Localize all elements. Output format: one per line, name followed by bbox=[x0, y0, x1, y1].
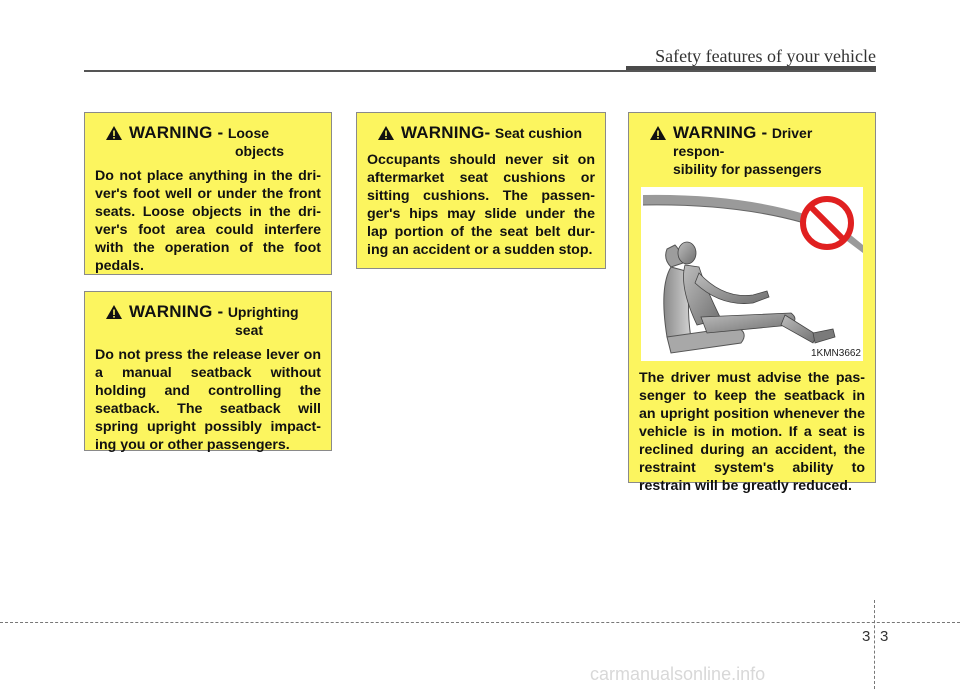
reclined-passenger-illustration bbox=[641, 187, 863, 361]
page-divider bbox=[874, 600, 875, 689]
warning-subject-cont: sibility for passengers bbox=[673, 161, 822, 177]
warning-box-seat-cushion bbox=[356, 112, 606, 269]
footer-rule bbox=[0, 622, 960, 623]
warning-subject: Loose bbox=[227, 125, 270, 141]
warning-heading bbox=[105, 123, 321, 159]
image-code: 1KMN3662 bbox=[810, 348, 861, 359]
chapter-number: 3 bbox=[862, 628, 871, 645]
warning-triangle-icon bbox=[649, 125, 667, 141]
warning-label: WARNING- bbox=[401, 123, 491, 142]
warning-box-loose-objects bbox=[84, 112, 332, 275]
warning-triangle-icon bbox=[377, 125, 395, 141]
warning-heading bbox=[649, 123, 865, 177]
warning-triangle-icon bbox=[105, 125, 123, 141]
reclined-passenger-drawing bbox=[641, 187, 863, 361]
page-number: 3 bbox=[880, 628, 889, 645]
warning-body: Do not place anything in the dri-ver's foot well or under the front seats. Loose objects in the dri-ver's foot area could interfere with the operation of the foot pedals. bbox=[95, 168, 321, 274]
warning-body: Do not press the release lever on a manual seatback without holding and controlling the seatback. The seatback will spring upright possibly impact-ing you or other passengers. bbox=[95, 347, 321, 453]
warning-triangle-icon bbox=[105, 304, 123, 320]
warning-subject: Uprighting bbox=[227, 304, 299, 320]
warning-label: WARNING - bbox=[129, 123, 224, 142]
warning-heading bbox=[377, 123, 595, 143]
header-title: Safety features of your vehicle bbox=[655, 46, 876, 66]
warning-subject-cont: objects bbox=[235, 143, 285, 159]
warning-subject: Driver respon- bbox=[673, 125, 813, 159]
warning-label: WARNING - bbox=[129, 302, 224, 321]
warning-label: WARNING - bbox=[673, 123, 768, 142]
prohibition-icon bbox=[803, 199, 851, 247]
watermark: carmanualsonline.info bbox=[590, 664, 766, 684]
warning-body: Occupants should never sit on aftermarket seat cushions or sitting cushions. The passen-ger's hips may slide under the lap portion of the seat belt dur-ing an accident or a sudden stop. bbox=[367, 152, 595, 258]
header-rule bbox=[84, 70, 876, 72]
warning-box-uprighting-seat bbox=[84, 291, 332, 451]
warning-body: The driver must advise the pas-senger to keep the seatback in an upright position whenever the vehicle is in motion. If a seat is reclined during an accident, the restraint system's ability to restrain will be greatly reduced. bbox=[639, 370, 865, 494]
warning-box-driver-responsibility bbox=[628, 112, 876, 494]
warning-subject-cont: seat bbox=[235, 322, 264, 338]
warning-subject: Seat cushion bbox=[494, 125, 583, 141]
warning-heading bbox=[105, 302, 321, 338]
